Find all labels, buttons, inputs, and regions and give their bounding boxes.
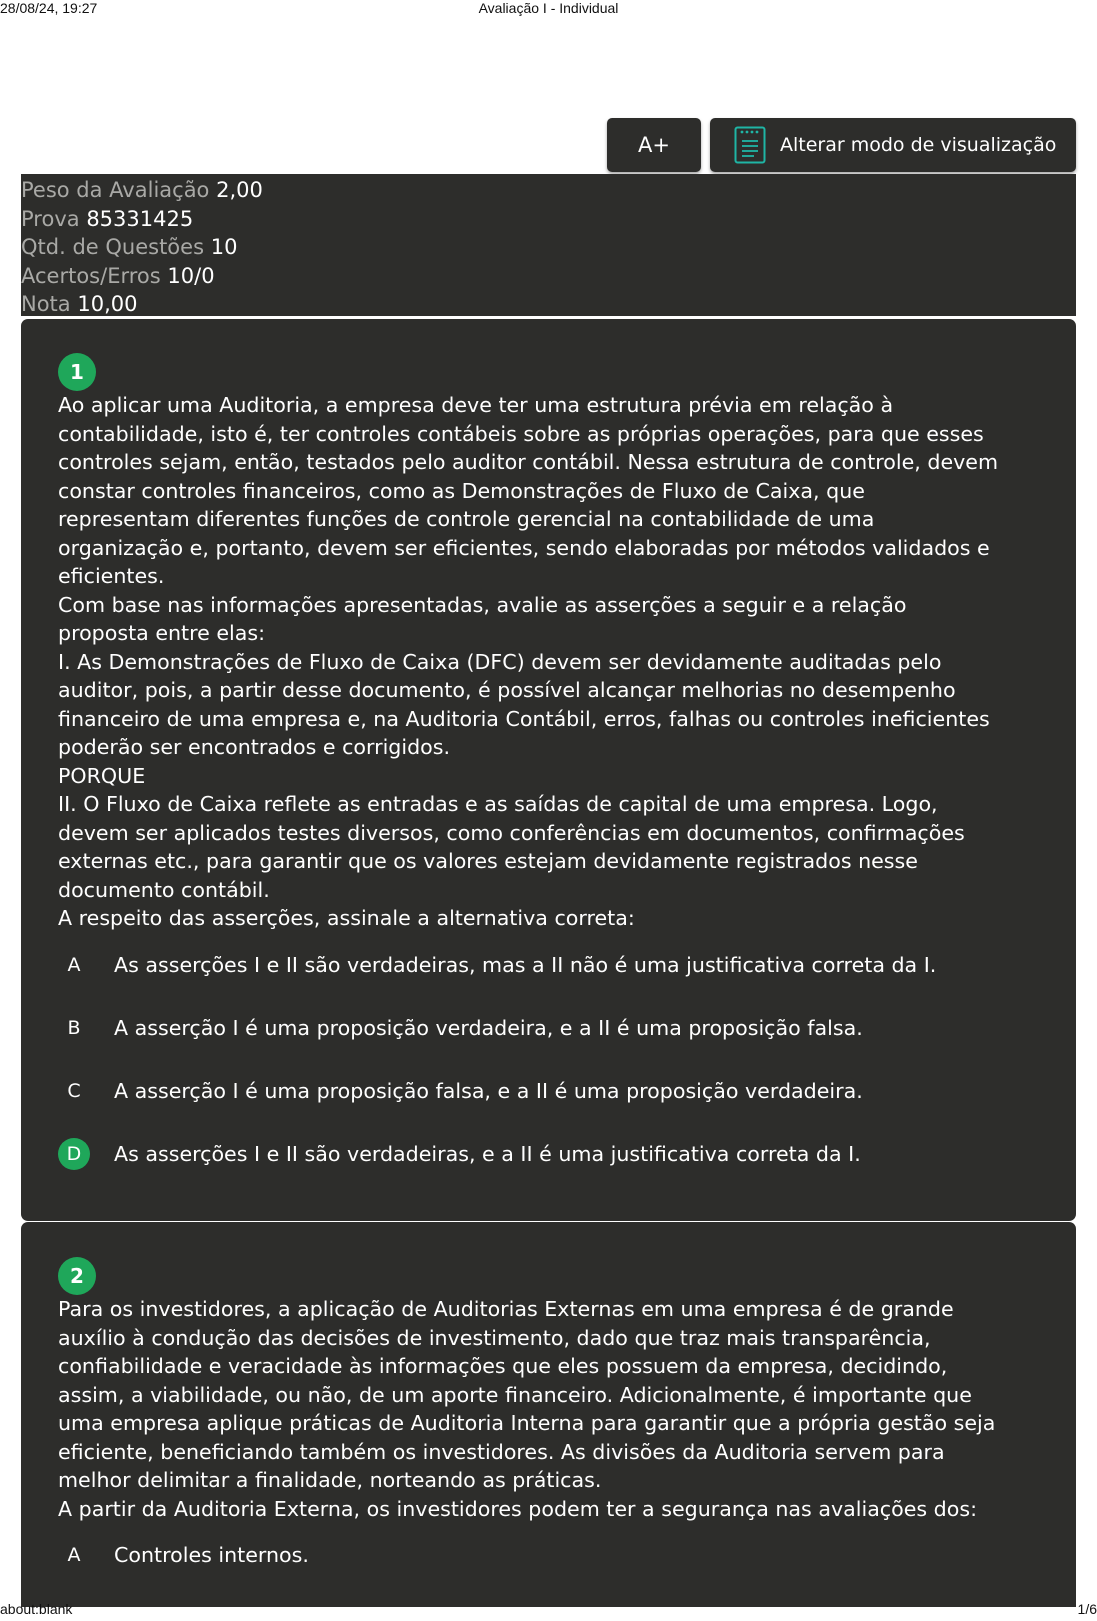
option-c[interactable] (58, 1073, 1038, 1109)
question-line: eficiente, beneficiando também os investidores. As divisões da Auditoria servem para (58, 1439, 945, 1464)
question-number-badge: 1 (58, 353, 96, 391)
summary-row-weight (21, 176, 1076, 205)
question-line: organização e, portanto, devem ser eficientes, sendo elaboradas por métodos validados e (58, 535, 990, 560)
question-line: melhor delimitar a finalidade, norteando as práticas. (58, 1468, 602, 1492)
option-d-selected[interactable] (58, 1136, 1038, 1172)
option-text: As asserções I e II são verdadeiras, e a II é uma justificativa correta da I. (114, 1141, 861, 1166)
question-line: assim, a viabilidade, ou não, de um aporte financeiro. Adicionalmente, é importante que (58, 1382, 972, 1407)
question-line: II. O Fluxo de Caixa reflete as entradas e as saídas de capital de uma empresa. Logo, (58, 792, 938, 816)
summary-row-exam (21, 205, 1076, 234)
question-line: PORQUE (58, 763, 146, 788)
question-line: documento contábil. (58, 877, 270, 902)
question-statement (58, 391, 1038, 933)
summary-label: Qtd. de Questões (21, 235, 205, 259)
question-line: constar controles financeiros, como as Demonstrações de Fluxo de Caixa, que (58, 478, 865, 503)
print-footer (0, 1601, 1097, 1621)
question-line: financeiro de uma empresa e, na Auditoria Contábil, erros, falhas ou controles ineficientes (58, 706, 990, 731)
question-line: Com base nas informações apresentadas, avalie as asserções a seguir e a relação (58, 592, 907, 617)
question-line: uma empresa aplique práticas de Auditoria Interna para garantir que a própria gestão seja (58, 1411, 996, 1435)
question-line: controles sejam, então, testados pelo auditor contábil. Nessa estrutura de controle, devem (58, 450, 999, 474)
question-line: A partir da Auditoria Externa, os investidores podem ter a segurança nas avaliações dos: (58, 1496, 978, 1521)
option-letter: B (67, 1016, 81, 1039)
question-line: devem ser aplicados testes diversos, como conferências em documentos, confirmações (58, 820, 965, 845)
option-letter: C (67, 1079, 81, 1102)
print-page-number: 1/6 (1077, 1601, 1097, 1617)
question-line: confiabilidade e veracidade às informações que eles possuem da empresa, decidindo, (58, 1354, 948, 1378)
print-url: about:blank (0, 1601, 73, 1617)
question-card-2 (21, 1222, 1076, 1607)
option-text: A asserção I é uma proposição falsa, e a II é uma proposição verdadeira. (114, 1078, 863, 1103)
summary-value: 10,00 (77, 292, 138, 316)
question-line: A respeito das asserções, assinale a alternativa correta: (58, 906, 635, 930)
print-title: Avaliação I - Individual (478, 0, 619, 16)
question-line: Para os investidores, a aplicação de Auditorias Externas em uma empresa é de grande (58, 1297, 954, 1321)
font-size-increase-button[interactable] (607, 118, 701, 172)
summary-row-hits-misses (21, 262, 1076, 291)
summary-label: Prova (21, 206, 80, 231)
option-a[interactable] (58, 1537, 1038, 1573)
question-statement (58, 1295, 1038, 1523)
question-line: proposta entre elas: (58, 621, 266, 645)
print-datetime: 28/08/24, 19:27 (0, 0, 98, 16)
option-letter-correct: D (58, 1138, 90, 1170)
summary-row-question-count (21, 233, 1076, 262)
summary-label: Nota (21, 292, 71, 316)
summary-value: 2,00 (216, 178, 263, 202)
option-letter: A (67, 1544, 81, 1566)
question-line: auxílio à condução das decisões de investimento, dado que traz mais transparência, (58, 1325, 931, 1350)
summary-row-grade (21, 290, 1076, 319)
option-text: As asserções I e II são verdadeiras, mas a II não é uma justificativa correta da I. (114, 952, 937, 977)
option-letter: A (67, 953, 81, 976)
summary-label: Peso da Avaliação (21, 178, 210, 202)
print-header (0, 0, 1097, 20)
summary-value: 85331425 (86, 206, 194, 231)
question-line: auditor, pois, a partir desse documento, é possível alcançar melhorias no desempenho (58, 678, 956, 702)
font-size-label: A+ (638, 133, 670, 157)
summary-label: Acertos/Erros (21, 263, 161, 288)
change-view-mode-label: Alterar modo de visualização (780, 134, 1057, 156)
question-number-badge: 2 (58, 1257, 96, 1295)
document-icon (734, 126, 766, 164)
answer-options (58, 1537, 1038, 1573)
summary-value: 10/0 (167, 263, 215, 288)
summary-value: 10 (210, 235, 238, 259)
answer-options (58, 947, 1038, 1172)
change-view-mode-button[interactable] (710, 118, 1076, 172)
question-line: contabilidade, isto é, ter controles contábeis sobre as próprias operações, para que esses (58, 421, 984, 446)
option-a[interactable] (58, 947, 1038, 983)
question-line: externas etc., para garantir que os valores estejam devidamente registrados nesse (58, 849, 918, 873)
option-text: Controles internos. (114, 1543, 309, 1567)
question-line: representam diferentes funções de controle gerencial na contabilidade de uma (58, 507, 875, 531)
option-text: A asserção I é uma proposição verdadeira, e a II é uma proposição falsa. (114, 1015, 863, 1040)
option-b[interactable] (58, 1010, 1038, 1046)
assessment-summary (21, 174, 1076, 316)
question-card-1 (21, 319, 1076, 1221)
question-line: eficientes. (58, 564, 165, 588)
question-line: Ao aplicar uma Auditoria, a empresa deve ter uma estrutura prévia em relação à (58, 393, 894, 417)
question-line: poderão ser encontrados e corrigidos. (58, 735, 451, 759)
question-line: I. As Demonstrações de Fluxo de Caixa (DFC) devem ser devidamente auditadas pelo (58, 649, 942, 674)
